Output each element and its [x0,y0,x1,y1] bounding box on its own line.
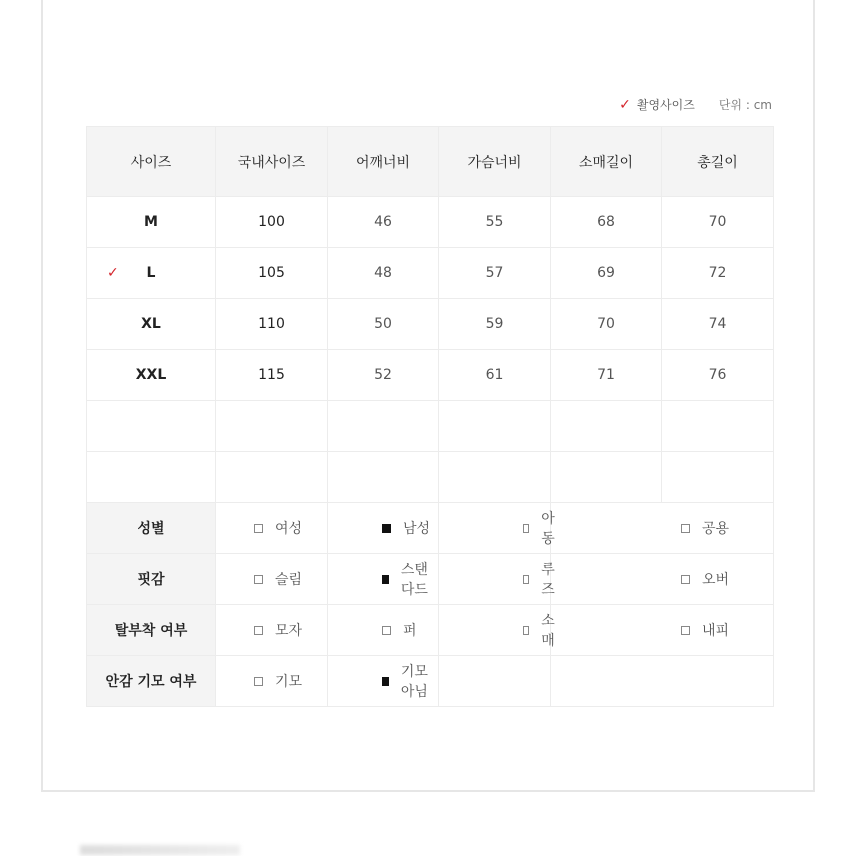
length-cell-text: 76 [708,367,727,383]
option-cell [216,554,328,605]
option-cell [439,503,555,554]
option-label: 스탠다드 [400,562,428,598]
length-cell [662,299,774,350]
header-shoulder: 어깨너비 [328,127,439,197]
option-cell [439,605,555,656]
domestic-size-cell-text: 115 [258,367,285,383]
length-cell [662,197,774,248]
empty-cell [662,401,774,452]
chest-cell [439,299,551,350]
unchecked-box-icon [681,575,690,584]
shoulder-cell-text: 52 [374,367,392,383]
empty-cell [87,452,216,503]
option-label: 슬림 [275,572,303,588]
chest-cell [439,248,551,299]
option [254,569,302,589]
option-cell [551,656,774,707]
sleeve-cell [551,197,662,248]
option-cell [551,605,774,656]
photo-size-label: 촬영사이즈 [636,98,695,112]
length-cell [662,248,774,299]
attribute-row [87,554,774,605]
checked-box-icon [382,575,389,584]
size-cell-text: XL [141,316,161,332]
length-cell-text: 74 [708,316,727,332]
checked-box-icon [382,524,391,533]
option-cell [551,503,774,554]
unchecked-box-icon [254,524,263,533]
table-row [87,248,774,299]
option-cell [216,605,328,656]
size-cell [87,299,216,350]
chest-cell [439,197,551,248]
header-domestic-size: 국내사이즈 [216,127,328,197]
option-label: 루즈 [541,562,555,598]
empty-row [87,401,774,452]
legend [619,96,772,113]
shoulder-cell [328,197,439,248]
option [681,518,729,538]
empty-cell [439,401,551,452]
length-cell-text: 72 [708,265,727,281]
sleeve-cell-text: 71 [597,367,615,383]
option-cell [216,503,328,554]
domestic-size-cell-text: 100 [258,214,285,230]
attribute-row [87,605,774,656]
option-label: 아동 [541,511,555,547]
unchecked-box-icon [254,575,263,584]
shoulder-cell-text: 46 [374,214,392,230]
option-label: 여성 [275,521,303,537]
sleeve-cell [551,299,662,350]
attribute-label: 성별 [87,503,216,554]
empty-cell [662,452,774,503]
shoulder-cell-text: 48 [374,265,392,281]
attribute-row [87,656,774,707]
sleeve-cell-text: 68 [597,214,615,230]
chest-cell [439,350,551,401]
length-cell [662,350,774,401]
chest-cell-text: 59 [485,316,504,332]
chest-cell-text: 57 [485,265,504,281]
shoulder-cell [328,350,439,401]
option-cell [216,656,328,707]
table-row [87,197,774,248]
checked-box-icon [382,677,389,686]
option-cell [328,554,439,605]
domestic-size-cell [216,350,328,401]
option [382,518,430,538]
option-cell [551,554,774,605]
empty-cell [551,401,662,452]
attribute-label: 핏감 [87,554,216,605]
unchecked-box-icon [254,677,263,686]
empty-cell [328,452,439,503]
sleeve-cell [551,248,662,299]
empty-row [87,452,774,503]
option-label: 기모 [275,674,303,690]
unit-label: 단위 : cm [718,98,772,112]
size-table [86,126,774,707]
option-label: 남성 [403,521,431,537]
size-cell-text: XXL [135,367,167,383]
unchecked-box-icon [523,575,529,584]
option [382,559,438,599]
attribute-label: 안감 기모 여부 [87,656,216,707]
option [254,671,302,691]
header-length: 총길이 [662,127,774,197]
empty-cell [216,401,328,452]
domestic-size-cell [216,299,328,350]
option-label: 오버 [702,572,730,588]
domestic-size-cell [216,197,328,248]
length-cell-text: 70 [708,214,727,230]
option-cell [328,656,439,707]
empty-cell [328,401,439,452]
empty-cell [551,452,662,503]
shoulder-cell-text: 50 [374,316,392,332]
sleeve-cell-text: 70 [597,316,615,332]
empty-cell [216,452,328,503]
option-cell [439,656,551,707]
shoulder-cell [328,299,439,350]
option [681,569,729,589]
option [382,661,438,701]
check-icon: ✓ [619,96,631,113]
header-sleeve: 소매길이 [551,127,662,197]
attribute-label: 탈부착 여부 [87,605,216,656]
option-label: 모자 [275,623,303,639]
option-cell [328,503,439,554]
option-label: 공용 [702,521,730,537]
unchecked-box-icon [523,524,529,533]
unchecked-box-icon [382,626,391,635]
size-cell [87,248,216,299]
option-label: 기모아님 [400,664,428,700]
domestic-size-cell-text: 105 [258,265,285,281]
option-label: 내피 [702,623,730,639]
unchecked-box-icon [254,626,263,635]
unchecked-box-icon [681,626,690,635]
header-size: 사이즈 [87,127,216,197]
header-row [87,127,774,197]
size-cell-text: M [144,214,158,230]
attribute-row [87,503,774,554]
sleeve-cell-text: 69 [597,265,615,281]
domestic-size-cell-text: 110 [258,316,285,332]
size-cell-text: L [146,265,156,281]
option [254,620,302,640]
blurred-text [80,845,240,855]
unchecked-box-icon [523,626,529,635]
option-label: 소매 [541,613,555,649]
unchecked-box-icon [681,524,690,533]
empty-cell [439,452,551,503]
option [254,518,302,538]
sleeve-cell [551,350,662,401]
size-cell [87,350,216,401]
option [382,620,417,640]
option-cell [328,605,439,656]
table-row [87,350,774,401]
header-chest: 가슴너비 [439,127,551,197]
option [681,620,729,640]
size-cell [87,197,216,248]
domestic-size-cell [216,248,328,299]
option-label: 퍼 [403,623,417,639]
option-cell [439,554,555,605]
chest-cell-text: 55 [485,214,504,230]
shoulder-cell [328,248,439,299]
photo-size-check-icon: ✓ [107,265,119,281]
empty-cell [87,401,216,452]
chest-cell-text: 61 [485,367,504,383]
table-row [87,299,774,350]
